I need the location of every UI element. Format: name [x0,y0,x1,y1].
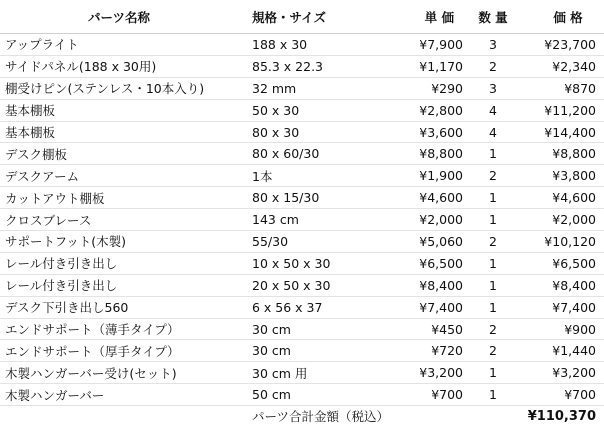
table-row [0,165,604,187]
cell-spec: 10 x 50 x 30 [244,252,396,274]
cell-price: ¥8,400 [520,274,604,296]
cell-part-name: 木製ハンガーバー [0,384,244,406]
cell-spec: 143 cm [244,209,396,231]
table-row [0,34,604,56]
cell-unit-price: ¥8,800 [396,143,466,165]
cell-price: ¥23,700 [520,34,604,56]
cell-quantity: 1 [466,274,520,296]
cell-unit-price: ¥3,200 [396,362,466,384]
cell-spec: 30 cm 用 [244,362,396,384]
cell-price: ¥2,000 [520,209,604,231]
table-row [0,340,604,362]
cell-price: ¥8,800 [520,143,604,165]
cell-part-name: 木製ハンガーバー受け(セット) [0,362,244,384]
cell-quantity: 1 [466,143,520,165]
header-part-name: パーツ名称 [0,0,244,34]
total-spacer [0,406,244,426]
cell-unit-price: ¥6,500 [396,252,466,274]
cell-quantity: 3 [466,77,520,99]
cell-quantity: 4 [466,121,520,143]
cell-price: ¥4,600 [520,187,604,209]
cell-part-name: サポートフット(木製) [0,231,244,253]
table-row [0,209,604,231]
cell-price: ¥3,200 [520,362,604,384]
cell-quantity: 2 [466,318,520,340]
cell-quantity: 1 [466,296,520,318]
cell-quantity: 2 [466,231,520,253]
header-quantity: 数 量 [466,0,520,34]
cell-spec: 32 mm [244,77,396,99]
total-row [0,406,604,426]
cell-price: ¥7,400 [520,296,604,318]
cell-quantity: 2 [466,55,520,77]
cell-unit-price: ¥2,000 [396,209,466,231]
cell-price: ¥900 [520,318,604,340]
cell-unit-price: ¥5,060 [396,231,466,253]
cell-spec: 188 x 30 [244,34,396,56]
table-row [0,252,604,274]
header-price: 価 格 [520,0,604,34]
table-row [0,55,604,77]
cell-unit-price: ¥2,800 [396,99,466,121]
cell-quantity: 1 [466,252,520,274]
cell-price: ¥3,800 [520,165,604,187]
cell-part-name: アップライト [0,34,244,56]
cell-quantity: 1 [466,209,520,231]
cell-quantity: 3 [466,34,520,56]
cell-quantity: 2 [466,165,520,187]
table-row [0,318,604,340]
table-row [0,121,604,143]
cell-part-name: デスク下引き出し560 [0,296,244,318]
cell-price: ¥1,440 [520,340,604,362]
cell-price: ¥870 [520,77,604,99]
table-row [0,77,604,99]
cell-part-name: レール付き引き出し [0,252,244,274]
table-row [0,231,604,253]
cell-unit-price: ¥3,600 [396,121,466,143]
cell-unit-price: ¥290 [396,77,466,99]
cell-price: ¥11,200 [520,99,604,121]
cell-part-name: カットアウト棚板 [0,187,244,209]
table-body [0,34,604,406]
cell-quantity: 1 [466,384,520,406]
cell-spec: 50 x 30 [244,99,396,121]
cell-unit-price: ¥8,400 [396,274,466,296]
cell-part-name: 棚受けピン(ステンレス・10本入り) [0,77,244,99]
cell-price: ¥10,120 [520,231,604,253]
table-row [0,274,604,296]
cell-price: ¥700 [520,384,604,406]
cell-quantity: 2 [466,340,520,362]
table-row [0,143,604,165]
cell-spec: 80 x 30 [244,121,396,143]
cell-part-name: エンドサポート（薄手タイプ） [0,318,244,340]
cell-price: ¥2,340 [520,55,604,77]
cell-part-name: デスクアーム [0,165,244,187]
table-row [0,362,604,384]
cell-unit-price: ¥7,400 [396,296,466,318]
cell-part-name: 基本棚板 [0,121,244,143]
header-spec: 規格・サイズ [244,0,396,34]
total-value: ¥110,370 [520,406,604,426]
cell-part-name: 基本棚板 [0,99,244,121]
cell-part-name: サイドパネル(188 x 30用) [0,55,244,77]
cell-quantity: 1 [466,362,520,384]
table-row [0,99,604,121]
total-spacer-qty [466,406,520,426]
cell-part-name: デスク棚板 [0,143,244,165]
cell-spec: 1本 [244,165,396,187]
cell-part-name: クロスブレース [0,209,244,231]
cell-quantity: 4 [466,99,520,121]
header-unit-price: 単 価 [396,0,466,34]
cell-spec: 55/30 [244,231,396,253]
table-header [0,0,604,34]
cell-spec: 80 x 15/30 [244,187,396,209]
cell-unit-price: ¥720 [396,340,466,362]
cell-unit-price: ¥1,900 [396,165,466,187]
cell-spec: 50 cm [244,384,396,406]
cell-quantity: 1 [466,187,520,209]
cell-price: ¥6,500 [520,252,604,274]
cell-unit-price: ¥4,600 [396,187,466,209]
cell-unit-price: ¥450 [396,318,466,340]
cell-unit-price: ¥7,900 [396,34,466,56]
cell-spec: 30 cm [244,318,396,340]
cell-part-name: エンドサポート（厚手タイプ） [0,340,244,362]
table-row [0,296,604,318]
cell-spec: 6 x 56 x 37 [244,296,396,318]
cell-part-name: レール付き引き出し [0,274,244,296]
cell-spec: 30 cm [244,340,396,362]
header-row [0,0,604,34]
cell-price: ¥14,400 [520,121,604,143]
cell-spec: 80 x 60/30 [244,143,396,165]
table-footer [0,406,604,426]
table-row [0,187,604,209]
cell-unit-price: ¥700 [396,384,466,406]
cell-unit-price: ¥1,170 [396,55,466,77]
total-label: パーツ合計金額（税込） [244,406,466,426]
table-row [0,384,604,406]
cell-spec: 85.3 x 22.3 [244,55,396,77]
cell-spec: 20 x 50 x 30 [244,274,396,296]
